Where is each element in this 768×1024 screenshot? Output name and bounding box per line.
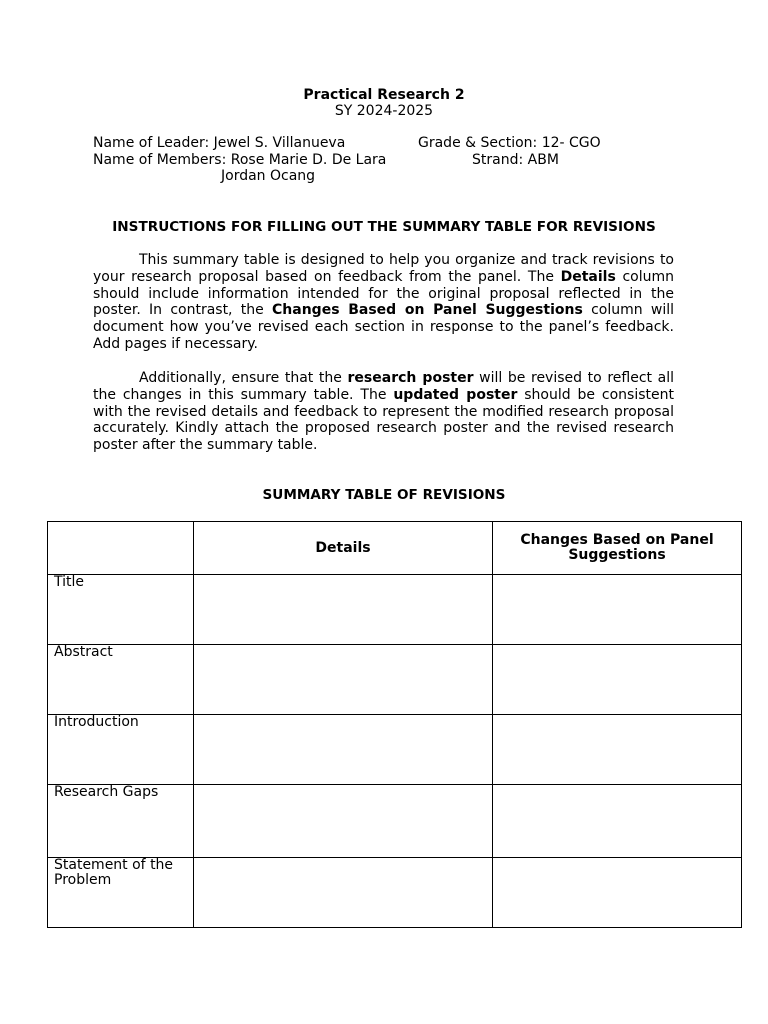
course-title: Practical Research 2 [303,87,465,103]
table-row [48,715,742,785]
details-cell-title[interactable] [194,575,493,645]
strand-line [472,152,559,168]
p2-text-e: should be consistent with the revised details and feedback to represent the modified research proposal accurately. Kindly attach the proposed research poster and the revised research poster after the summary table. [93,386,674,454]
details-cell-statement-of-the-problem[interactable] [194,858,493,928]
row-label-research-gaps: Research Gaps [48,785,194,858]
header-blank-cell [48,522,194,575]
grade-value: 12- CGO [541,135,601,151]
instructions-paragraph-1 [93,252,674,353]
leader-name: Jewel S. Villanueva [213,135,346,151]
table-row [48,645,742,715]
p2-bold-research-poster: research poster [347,370,474,386]
p2-bold-updated-poster: updated poster [393,386,518,403]
row-label-abstract: Abstract [48,645,194,715]
table-heading: SUMMARY TABLE OF REVISIONS [262,487,506,503]
header-changes: Changes Based on Panel Suggestions [493,522,742,575]
changes-cell-statement-of-the-problem[interactable] [493,858,742,928]
details-cell-abstract[interactable] [194,645,493,715]
changes-cell-title[interactable] [493,575,742,645]
strand-label: Strand: [472,152,524,168]
members-line [93,152,386,168]
table-row [48,858,742,928]
details-cell-introduction[interactable] [194,715,493,785]
row-label-statement-of-the-problem: Statement of the Problem [48,858,194,928]
changes-cell-abstract[interactable] [493,645,742,715]
instructions-paragraph-2 [93,370,674,454]
members-label: Name of Members: [93,152,227,168]
p2-text-c: will be revised to reflect all the changes in this summary table. The [93,370,674,403]
grade-line [418,135,601,151]
row-label-title: Title [48,575,194,645]
p2-text-a: Additionally, ensure that the [139,370,348,386]
strand-value: ABM [527,152,559,168]
instructions-heading: INSTRUCTIONS FOR FILLING OUT THE SUMMARY TABLE FOR REVISIONS [112,219,656,235]
header-details: Details [194,522,493,575]
p1-text-e: column will document how you’ve revised each section in response to the panel’s feedback. Add pages if necessary. [93,302,674,352]
grade-label: Grade & Section: [418,135,538,151]
table-row [48,785,742,858]
p1-bold-changes: Changes Based on Panel Suggestions [272,302,583,319]
changes-cell-research-gaps[interactable] [493,785,742,858]
p1-text-a: This summary table is designed to help you organize and track revisions to your research proposal based on feedback from the panel. The [93,252,674,285]
table-header-row [48,522,742,575]
details-cell-research-gaps[interactable] [194,785,493,858]
leader-label: Name of Leader: [93,135,210,151]
row-label-introduction: Introduction [48,715,194,785]
leader-line [93,135,345,151]
p1-text-c: column should include information intended for the original proposal reflected in the poster. In contrast, the [93,268,674,319]
summary-table [47,521,742,928]
member-2: Jordan Ocang [221,168,316,184]
school-year: SY 2024-2025 [334,103,434,119]
p1-bold-details: Details [560,268,616,285]
member-1: Rose Marie D. De Lara [230,152,387,168]
table-row [48,575,742,645]
changes-cell-introduction[interactable] [493,715,742,785]
